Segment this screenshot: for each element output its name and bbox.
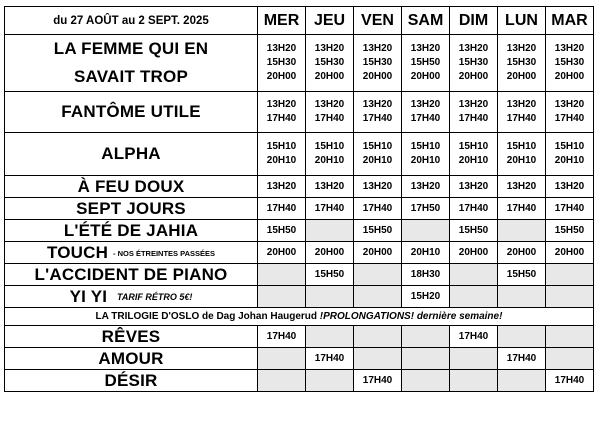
film-title-line: FANTÔME UTILE [61,102,201,121]
film-row [5,35,594,92]
day-header: VEN [354,7,402,35]
showtime-cell: 17H40 [546,198,594,220]
film-title-line: LA FEMME QUI EN [53,39,209,58]
trilogy-body [5,326,594,392]
film-title [5,198,258,220]
showtime-cell: 17H40 [354,370,402,392]
showtime-cell: 15H10 20H10 [354,133,402,176]
showtime-cell: 15H10 20H10 [546,133,594,176]
schedule-table [4,6,594,392]
showtime-cell: 15H50 [354,220,402,242]
showtime-cell [450,370,498,392]
showtime-cell [498,370,546,392]
film-title [5,370,258,392]
showtime-cell: 15H50 [450,220,498,242]
film-title-line: TOUCH [46,242,109,262]
showtime-cell [402,326,450,348]
showtime-cell [354,264,402,286]
showtime-cell: 13H20 15H30 20H00 [450,35,498,92]
film-row [5,242,594,264]
showtime-cell: 13H20 17H40 [306,92,354,133]
film-row [5,133,594,176]
day-header: LUN [498,7,546,35]
showtime-cell: 15H20 [402,286,450,308]
showtime-cell: 20H10 [402,242,450,264]
film-title [5,220,258,242]
day-header: MER [258,7,306,35]
showtime-cell: 13H20 17H40 [546,92,594,133]
film-title [5,176,258,198]
showtime-cell [306,220,354,242]
header-row [5,7,594,35]
day-header: SAM [402,7,450,35]
showtime-cell [354,326,402,348]
showtime-cell [546,286,594,308]
film-title [5,286,258,308]
showtime-cell: 13H20 15H30 20H00 [354,35,402,92]
showtime-cell: 20H00 [306,242,354,264]
showtime-cell: 17H40 [498,198,546,220]
showtime-cell: 13H20 [546,176,594,198]
film-row [5,286,594,308]
film-title [5,348,258,370]
showtime-cell [306,286,354,308]
showtime-cell [402,370,450,392]
film-title [5,242,258,264]
showtime-cell [546,326,594,348]
tarif-note: TARIF RÉTRO 5€! [117,291,193,302]
showtime-cell [546,348,594,370]
showtime-cell: 15H10 20H10 [402,133,450,176]
showtime-cell: 13H20 15H30 20H00 [498,35,546,92]
trilogy-section [5,308,594,326]
showtime-cell: 15H10 20H10 [498,133,546,176]
showtime-cell: 17H40 [306,348,354,370]
showtime-cell: 13H20 [258,176,306,198]
film-row [5,220,594,242]
showtime-cell [354,348,402,370]
showtime-cell [450,264,498,286]
showtime-cell [450,348,498,370]
day-header: DIM [450,7,498,35]
film-row [5,370,594,392]
showtime-cell: 13H20 [450,176,498,198]
showtime-cell [258,286,306,308]
showtime-cell [546,264,594,286]
showtime-cell: 15H10 20H10 [258,133,306,176]
showtime-cell: 17H40 [450,326,498,348]
showtime-cell: 17H40 [498,348,546,370]
showtime-cell: 15H10 20H10 [450,133,498,176]
showtime-cell: 20H00 [498,242,546,264]
showtime-cell: 13H20 [354,176,402,198]
showtime-cell: 13H20 17H40 [498,92,546,133]
films-body [5,35,594,308]
showtime-cell [258,264,306,286]
showtime-cell [498,220,546,242]
showtime-cell: 13H20 17H40 [258,92,306,133]
showtime-cell [402,348,450,370]
film-title-line: SEPT JOURS [76,198,186,218]
showtime-cell [498,326,546,348]
film-title [5,35,258,92]
film-title [5,92,258,133]
film-row [5,92,594,133]
showtime-cell: 17H40 [354,198,402,220]
film-row [5,176,594,198]
film-title [5,264,258,286]
showtime-cell: 15H50 [258,220,306,242]
showtime-cell: 15H10 20H10 [306,133,354,176]
showtime-cell: 13H20 15H30 20H00 [258,35,306,92]
film-row [5,198,594,220]
showtime-cell [354,286,402,308]
day-header: JEU [306,7,354,35]
film-subtitle: - NOS ÉTREINTES PASSÉES [113,248,216,258]
showtime-cell [402,220,450,242]
showtime-cell: 17H40 [306,198,354,220]
showtime-cell: 17H50 [402,198,450,220]
showtime-cell: 17H40 [450,198,498,220]
date-range: du 27 AOÛT au 2 SEPT. 2025 [5,7,258,35]
showtime-cell: 20H00 [546,242,594,264]
trilogy-banner [5,308,594,326]
showtime-cell: 18H30 [402,264,450,286]
film-title-line: YI YI [69,286,108,306]
showtime-cell: 20H00 [450,242,498,264]
showtime-cell [498,286,546,308]
showtime-cell [450,286,498,308]
film-title-line: SAVAIT TROP [74,67,188,86]
day-header: MAR [546,7,594,35]
film-title [5,133,258,176]
film-title-line: ALPHA [101,144,161,163]
film-title-line: À FEU DOUX [77,176,185,196]
showtime-cell: 13H20 15H50 20H00 [402,35,450,92]
showtime-cell: 17H40 [258,326,306,348]
showtime-cell [258,348,306,370]
showtime-cell: 13H20 15H30 20H00 [546,35,594,92]
showtime-cell: 17H40 [258,198,306,220]
showtime-cell: 13H20 [402,176,450,198]
banner-promo: !PROLONGATIONS! dernière semaine! [319,311,503,322]
film-title-line: AMOUR [98,348,164,368]
showtime-cell: 13H20 [498,176,546,198]
film-row [5,264,594,286]
film-title-line: RÊVES [101,326,161,346]
banner-text: LA TRILOGIE D'OSLO de Dag Johan Haugerud [95,311,320,322]
film-title-line: L'ÉTÉ DE JAHIA [63,220,199,240]
film-title [5,326,258,348]
showtime-cell: 13H20 [306,176,354,198]
trilogy-banner-row [5,308,594,326]
showtime-cell: 13H20 17H40 [450,92,498,133]
film-row [5,348,594,370]
film-row [5,326,594,348]
showtime-cell: 15H50 [546,220,594,242]
showtime-cell: 15H50 [306,264,354,286]
showtime-cell: 13H20 17H40 [402,92,450,133]
showtime-cell: 20H00 [258,242,306,264]
showtime-cell: 13H20 15H30 20H00 [306,35,354,92]
showtime-cell: 13H20 17H40 [354,92,402,133]
film-title-line: DÉSIR [104,370,158,390]
showtime-cell: 17H40 [546,370,594,392]
film-title-line: L'ACCIDENT DE PIANO [34,264,228,284]
showtime-cell [258,370,306,392]
showtime-cell [306,370,354,392]
showtime-cell: 20H00 [354,242,402,264]
showtime-cell [306,326,354,348]
showtime-cell: 15H50 [498,264,546,286]
